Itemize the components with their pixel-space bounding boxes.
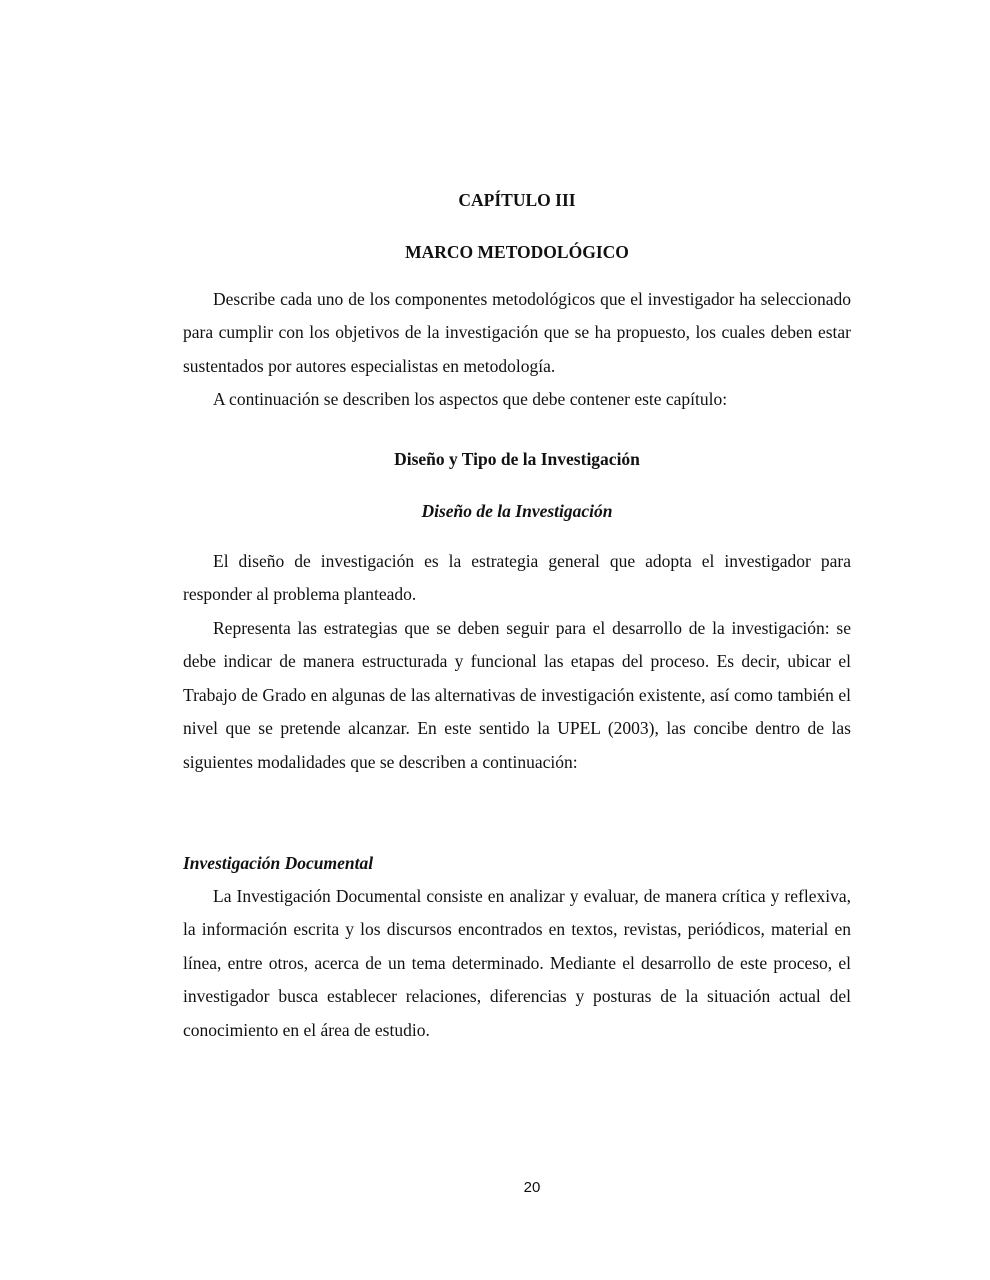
chapter-subtitle: MARCO METODOLÓGICO: [405, 242, 629, 262]
documental-heading: Investigación Documental: [183, 853, 374, 873]
section-title: Diseño y Tipo de la Investigación: [394, 449, 640, 469]
design-paragraph-2: Representa las estrategias que se deben seguir para el desarrollo de la investigación: se debe indicar de manera estructurada y funcional las etapas del proceso. Es decir, ubicar el Trabajo de Grado en algunas de las alternativas de investigación existente, así como también el nivel que se pretende alcanzar. En este sentido la UPEL (2003), las concibe dentro de las siguientes modalidades que se describen a continuación:: [183, 618, 851, 772]
intro-paragraph-2: A continuación se describen los aspectos que debe contener este capítulo:: [213, 389, 728, 409]
intro-paragraph-1: Describe cada uno de los componentes metodológicos que el investigador ha seleccionado para cumplir con los objetivos de la investigación que se ha propuesto, los cuales deben estar sustentados por autores especialistas en metodología.: [183, 289, 851, 376]
page-number: 20: [523, 1179, 541, 1196]
documental-paragraph: La Investigación Documental consiste en analizar y evaluar, de manera crítica y reflexiva, la información escrita y los discursos encontrados en textos, revistas, periódicos, material en línea, entre otros, acerca de un tema determinado. Mediante el desarrollo de este proceso, el investigador busca establecer relaciones, diferencias y posturas de la situación actual del conocimiento en el área de estudio.: [183, 886, 851, 1040]
chapter-title: CAPÍTULO III: [458, 190, 576, 210]
design-paragraph-1: El diseño de investigación es la estrategia general que adopta el investigador para responder al problema planteado.: [183, 551, 851, 605]
subsection-title: Diseño de la Investigación: [421, 501, 613, 521]
